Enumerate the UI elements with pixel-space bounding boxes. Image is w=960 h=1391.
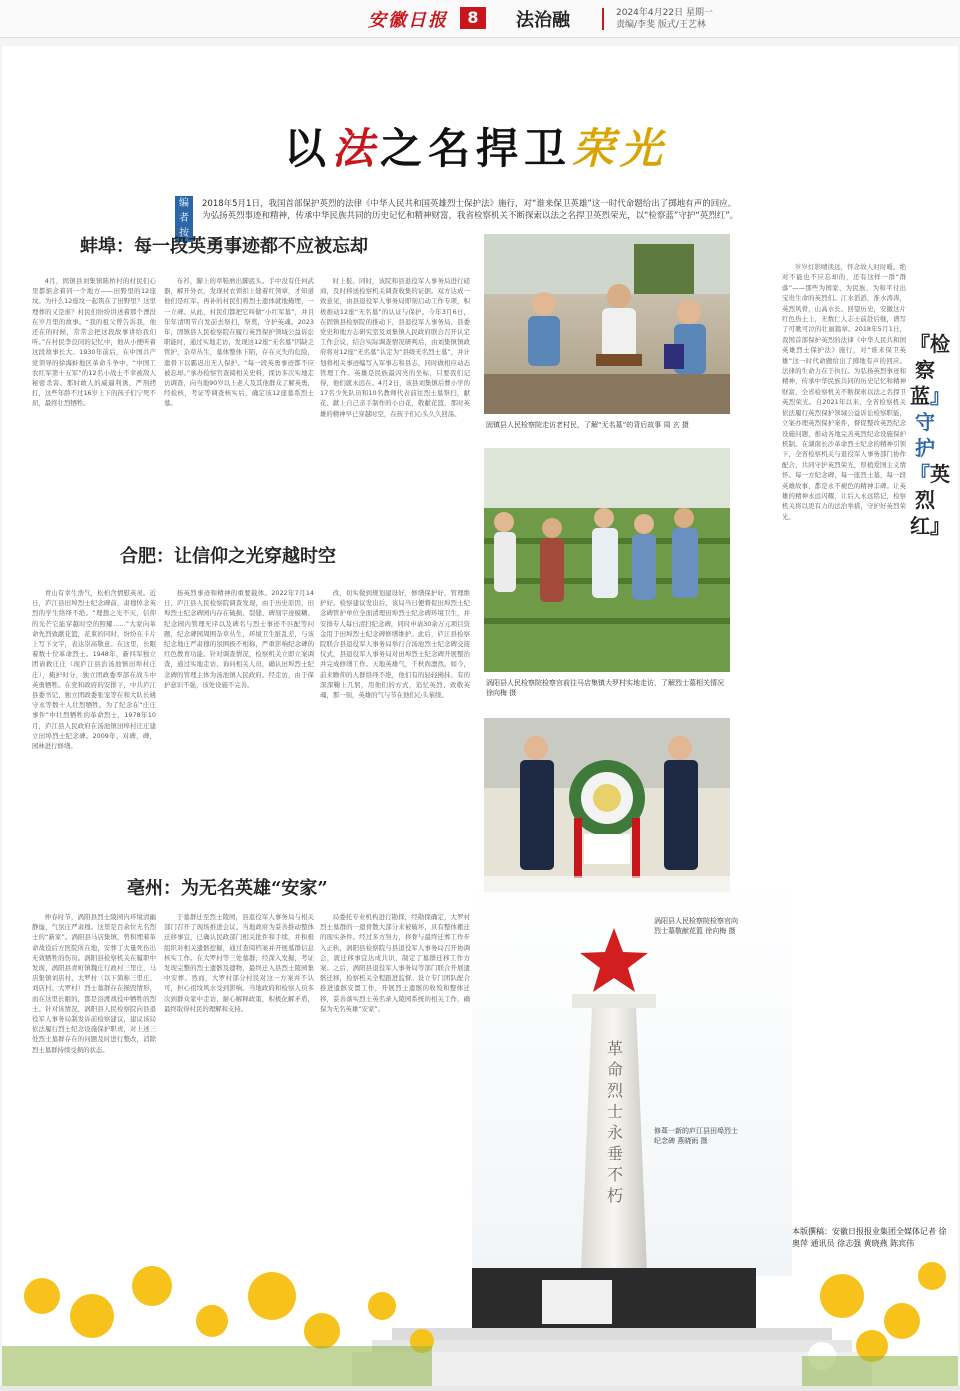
article-text: 布衫，脚上的草鞋磨出脚底头。手中没有任何武器，解开外衣，发现衬衣领扣上缝着红领章，才知道他们是红军。再补的村民们将烈士遗体就地掩埋，一一立碑。从此，村民们都把它叫做“小红军墓”，并且年年清明节自发前去祭扫，祭奠，守护英魂。2023年，固镇县人民检察院在履行英烈保护领域公益诉讼职能时，通过实地走访，发现这12座“无名墓”因缺乏管护，杂草丛生，墓体整体下陷，存在灭失的危险，遗骨下以霸迟出无人保护。“每一段英勇事迹都不应被忘却。”承办检察官查阅相关史料，探访多次实地走访调查，向当地90岁以上老人及其他群众了解英勇，经检核，考证等调查核实后，确定该12座墓系烈士墓。 [164,277,314,408]
article-column [32,588,156,876]
photo-caption: 修葺一新的庐江县田埠烈士纪念碑 燕晓雨 摄 [654,1127,738,1145]
section-title-bozhou: 亳州：为无名英雄“安家” [127,878,328,899]
photo-interview [484,234,730,414]
masthead: 安徽日报 [368,10,448,31]
editor-note: 2018年5月1日，我国首部保护英烈的法律《中华人民共和国英雄烈士保护法》施行，对“谁来保卫英雄”这一时代命题给出了掷地有声的回应。为弘扬英烈事迹和精神，传承中华民族共同的历史记忆和精神财富，我省检察机关不断探索以法之名捍卫英烈荣光，以“检察蓝”守护“英烈红”。 [202,199,739,221]
photo-field-visit [484,448,730,672]
photo-caption: 涡阳县人民检察院检察官前往马店集镇大罗村实地走访，了解烈士墓相关情况 徐向梅 摄 [486,679,724,697]
bottom-strip [0,1386,960,1391]
article-text: 扬英烈事迹和精神的重要载体。2022年7月14日，庐江县人民检察院调查发现，由于历史原因，田埠烈士纪念碑园内存在破损、裂缝、碑刻字迹模糊、纪念园内管理无序以及碑名与烈士事迹不匹配等问题，纪念碑园周围杂草丛生，环境卫生脏乱差，与该纪念地庄严肃穆的氛围极不相称，严重影响纪念碑的红色教育功能。针对调查情况，检察机关立即立案调查，通过实地走访、询问相关人员，确认田埠烈士纪念碑的管理主体为汤池镇人民政府。经走访，由于保护意识不强，该处设施不完善。 [164,589,314,689]
article-column [32,276,156,536]
article-column [164,276,314,536]
section-title-bengbu: 蚌埠：每一段英勇事迹都不应被忘却 [80,236,368,257]
article-text: 局委托专业机构进行勘探，经勘探确定，大罗村烈士墓群的一遗骨散大部分来被破坏，具有整体搬迁的现实条件。经过多方努力，移骨与最终迁葬工作步入正轨，涡阳县检察院与县退役军人事务局召开协调会，就迁移事宜达成共识，制定了墓群迁移工作方案。之后，涡阳县退役军人事务局等部门联合开展遗骸迁移，检察机关全程跟进监督。设立专门团队配合推进遗骸安置工作，开展烈士遗骸的收殓和整体迁移，妥善落实烈士英名录入陵园系统的相关工作，确保为无名英雄“安家”。 [320,913,470,1013]
headline [284,116,668,176]
headline-part: 荣光 [572,124,669,173]
headline-part: 以 [284,124,333,173]
page-header [0,0,960,38]
sidebar-commentary [782,262,906,1222]
editors: 责编/李斐 版式/王艺林 [616,20,706,30]
article-text: 仲春时节，涡阳县烈士陵园内环境清幽静谧，气氛庄严肃穆。这里是百余位无名烈士的“新家”。涡阳县马店集镇，曾积埋着革命战役后方医院所在地，安葬了大量死伤出无效牺牲的伤员。涡阳县检察机关在履职中发现，涡阳县青町镇魏庄行政村三里庄，马店集镇刘店村、大罗村（以下简称三里庄、刘店村、大罗村）烈士墓群存在损毁情形，而在这里长眠的，都是浴渡战役中牺牲的烈士。针对该情况，涡阳县人民检察院向县退役军人事务局制发诉前检察建议，建议该局依法履行烈士纪念设施保护职责，对上述三处烈士墓群存在的问题及时进行整改，消除烈士墓群持续受损的状态。 [32,913,156,1054]
headline-part: 之名捍卫 [380,124,573,173]
article-text: 时上报。同时，该院和县退役军人事务局进行磋商，及时移送检察机关调查收集的证据。双方达成一致意见，由县退役军人事务局即刻启动工作专项，积极推动12座“无名墓”的认证与保护。今年3月6日，在固镇县检察院的推动下，县退役军人事务局、县委党史和地方志研究室及刘集镇人民政府联合召开认定工作会议，结合实际调查情况研判后，由刘集镇镇政府将对12座“无名墓”认定为“县级无名烈士墓”，并计划将相关事迹编写入军事志和县志，同时做相应动态管理工作。英雄是民族最闪亮的坐标，只要我们记得，他们就永远在。4月2日，该县刘集镇后曹小学的17名少先队员和10名教师代表前往烈士墓祭扫，献花、献上自己亲手制作的小白花，敬献花篮，那时英雄的精神早已穿越时空，在孩子们心头久久回荡。 [320,277,470,418]
date: 2024年4月22日 星期一 [616,8,713,18]
byline-credit: 本版撰稿：安徽日报报业集团全媒体记者 徐奥萍 通讯员 徐志强 黄晓燕 陈宾伟 [792,1227,947,1248]
editor-note-tag: 编者按 [175,196,193,242]
photo-wreath [484,718,730,892]
sidebar-title-part: 英烈红 [910,462,950,538]
section-title-hefei: 合肥：让信仰之光穿越时空 [120,546,336,567]
monument-inscription: 革命烈士永垂不朽 [606,1039,623,1205]
headline-part: 法 [332,124,381,173]
photo-caption: 固镇县人民检察院走访老村民，了解“无名墓”的背后故事 周 玄 摄 [486,421,689,429]
sidebar-title-part: 』 [930,514,950,538]
sidebar-text: 岁岁灯影晴读远，怀念故人时时暖。绝对不能也不应忘却的，还有这样一群“群落”——那些为国家、为民族、为和平付出宝贵生命的英烈们。江水滔滔，淮水涛涛，英烈风骨，山高水长。回望历史，安徽这片红色热土上，无数仁人志士前赴后继，谱写了可歌可泣的壮丽篇章。2018年5月1日，我国首部保护英烈的法律《中华人民共和国英雄烈士保护法》施行，对“谁来保卫英雄”这一时代命题给出了掷地有声的回应。法律的生命力在于执行。为弘扬英烈事迹和精神，传承中华民族共同的历史记忆和精神财富，全省检察机关不断探索以法之名捍卫英烈荣光。自2021年以来，全省检察机关依法履行英烈保护领域公益诉讼检察职能，立案办理英烈保护案件，督促整改英烈纪念设施问题，推动各地完善英烈纪念设施保护机制。在湖南长沙革命烈士纪念的精神引领下，全省检察机关与退役军人事务部门协作配合，共同守护英烈荣光，厚植爱国主义情怀。每一方纪念碑，每一座烈士墓，每一段英雄故事，都是永不褪色的精神丰碑。让英雄的精神永远闪耀，让后人永远铭记，检察机关将以更有力的法治举措，守护好英烈荣光。 [782,263,906,521]
article-text: 4月，固镇县刘集镇陈桥村的村民们心里都惦念着同一个地方——田野里的12座坟。为什么12座坟一起筑在了田野里？这里埋葬的又是谁？村民们纷纷讲述着那个湮没在岁月里的故事。“我的祖父曾告诉我，他还在的时候，常常会把这段故事讲给我们听。”在村民李良同的记忆中，他从小便听着这段故事长大。1930年前后，在中国共产党领导的徐海蚌地区革命斗争中，“中国工农红军第十五军”的12名小战士不幸被敌人秘密杀害。那时敢人的威逼利诱，严刑拷打，这些年龄不过16岁上下的孩子们宁死不屈，最终壮烈牺牲。 [32,277,156,408]
photo-caption: 涡阳县人民检察院检察官向烈士墓敬献花篮 徐向梅 摄 [654,917,738,935]
article-column [164,588,314,876]
section-title: 法治融 [516,10,570,31]
newspaper-page [2,46,958,1386]
sidebar-title-part: 』守护『 [910,384,940,486]
article-text: 青山有幸生浩气，松柏含情慰英灵。近日，庐江县田埠烈士纪念碑前，肃穆悼念英烈的学生络绎不绝。“理想之光不灭，信仰的光芒它能穿越时空的照耀……”大家向革命先烈致献花篮，花束的同时，纷纷在卡片上写下文字，表达崇高敬意。在这里，长眠着数十位革命烈士。1948年，新四军独立团请救庄庄（现庐江县治汤池镇田埠村庄庄），掩护时分，独立团政委率部在战斗中英勇牺牲。在党和政府的安排下，中共庐江县委书记、独立团政委张宠等在和大队长姚守永等数十人壮烈牺牲。为了纪念在“庄庄事件”中壮烈牺牲的革命烈士，1978年10月，庐江县人民政府在汤池镇田埠村庄庄建立田埠烈士纪念碑。2009年，对碑，碑，园林进行修缮。 [32,589,156,751]
sidebar-title [910,331,950,539]
article-text: 改，切实做到规划建设好，修缮保护好，管理维护好。检察建议发出后，该局当日便督促田埠烈士纪念碑管护单位全面清理田埠烈士纪念碑环境卫生，并安排专人每日清扫纪念碑，同时申请30余万元项目资金用于田埠烈士纪念碑修缮维护。此后，庐江县检察院联合县退役军人事务局举行合汤池烈士纪念碑交接仪式，县退役军人事务局对田埠烈士纪念碑开展整治并完成修缮工作。天地英雄气，千秋尚凛然。如今，前来瞻仰的人群络绎不绝，他们有的轻轻拂抹、有的深深鞠上几躬，用他们的方式，追忆英烈、致敬英魂，那一刻，英雄的气与节在他们心头萦绕。 [320,589,470,700]
article-text: 于墓群迁至烈士陵园，县退役军人事务局与相关部门召开了现场推进会议。当地政府为妥善推动整体迁移事宜，已确认民政部门相关批件和手续，并积极组织对相关遗骸挖掘，通过查阅档案并开展墓群信息核实工作。在大罗村等三处墓群，经深入发掘，考证发现完整的烈士遗骸及遗物，最终迁入县烈士陵园集中安葬。然而，大罗村部分村民对这一方案并不认可，担心祖坟风水受到影响。当地政府和检察人员多次到群众家中走访，耐心解释政策，积极化解矛盾，最终取得村民的理解和支持。 [164,913,314,1013]
date-line [616,7,713,31]
article-column [320,276,470,536]
sidebar-title-part: 检察蓝 [910,332,950,408]
sidebar-title-part: 『 [910,332,930,356]
header-divider [602,8,604,30]
page-number: 8 [460,7,486,29]
article-column [320,588,470,876]
